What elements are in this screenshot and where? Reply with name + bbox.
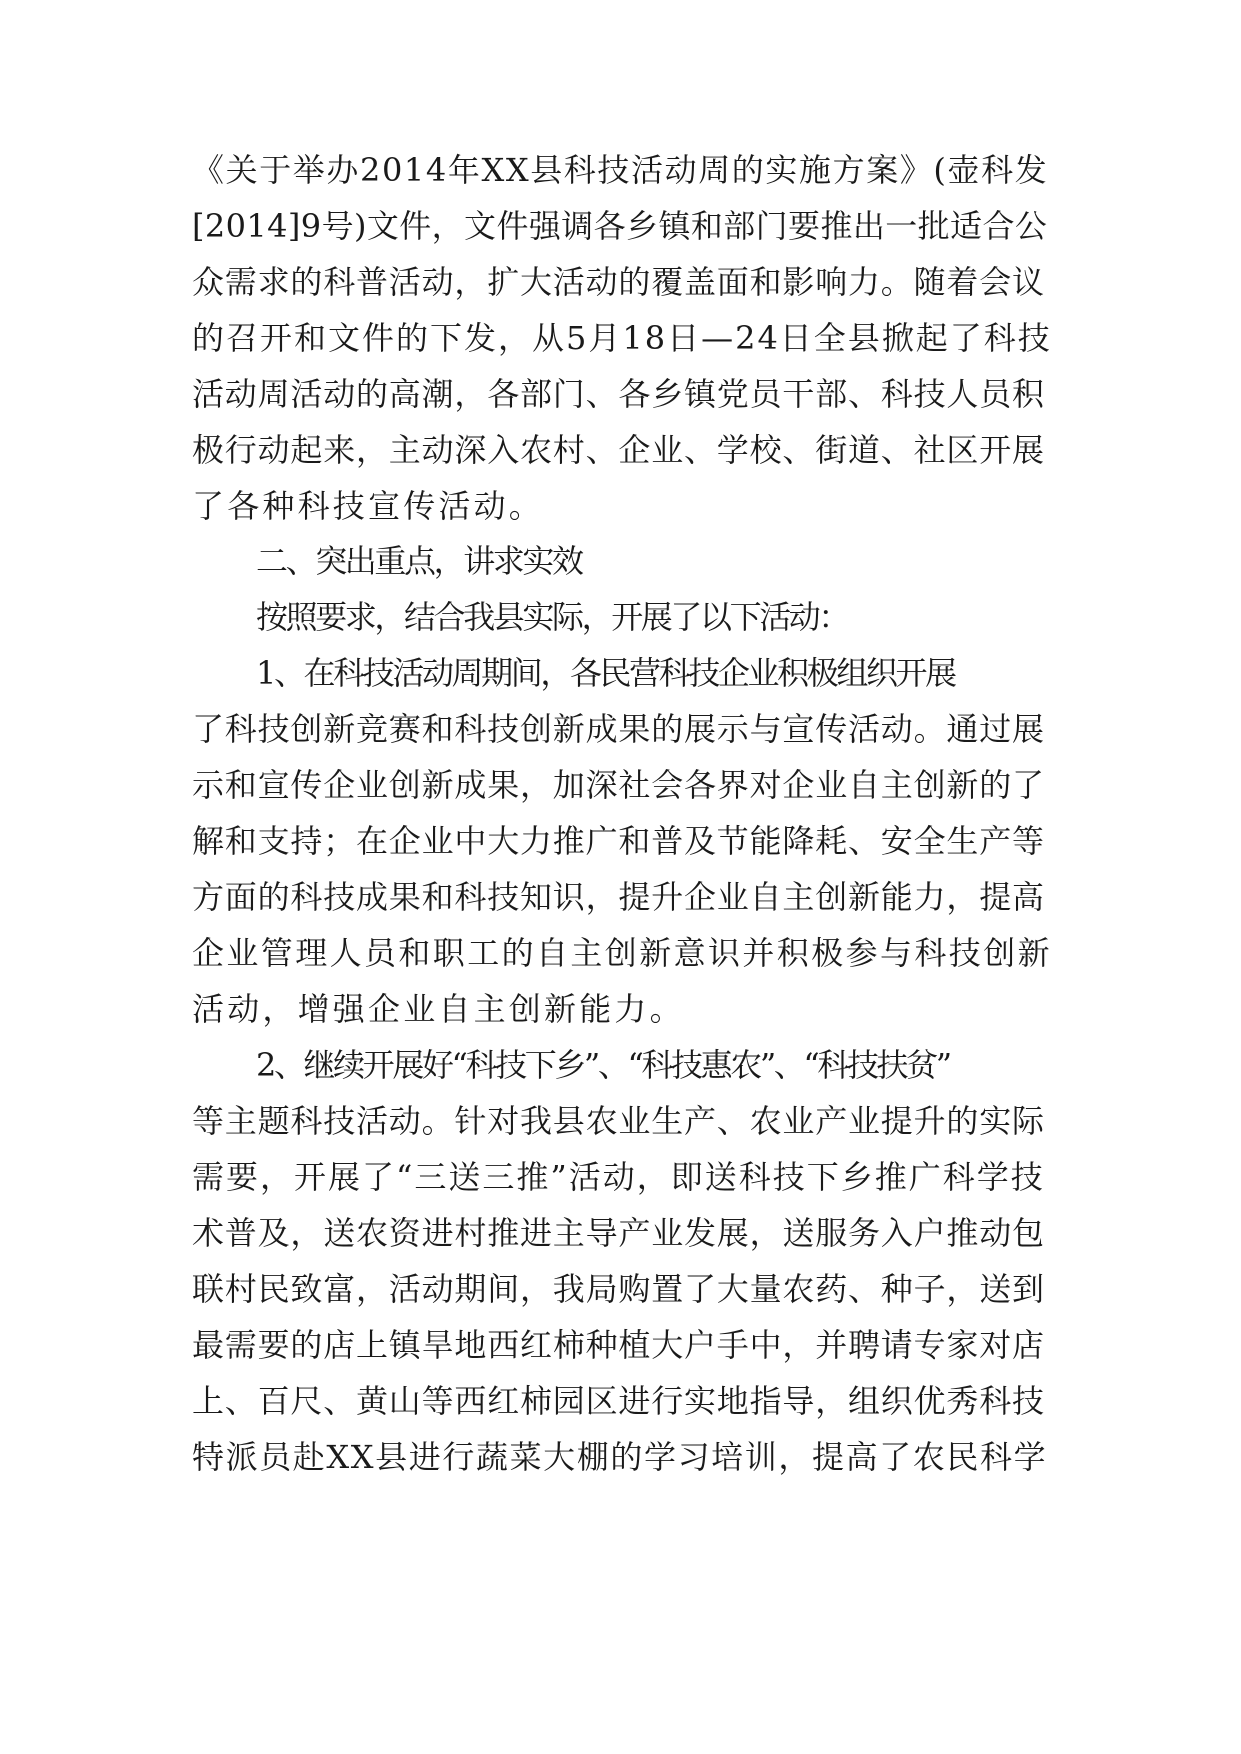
text-line: 等主题科技活动。针对我县农业生产、农业产业提升的实际 (192, 1102, 1045, 1140)
text-line: 活动，增强企业自主创新能力。 (192, 990, 685, 1028)
text-line: 2、继续开展好“科技下乡”、“科技惠农”、“科技扶贫” (256, 1046, 950, 1084)
section-heading: 二、突出重点，讲求实效 (256, 542, 582, 580)
text-line: 按照要求，结合我县实际，开展了以下活动： (256, 598, 849, 636)
text-line: 1、在科技活动周期间，各民营科技企业积极组织开展 (256, 654, 955, 692)
text-line: 极行动起来，主动深入农村、企业、学校、街道、社区开展 (192, 431, 1045, 469)
text-line: 企业管理人员和职工的自主创新意识并积极参与科技创新 (192, 934, 1053, 972)
text-line: 需要，开展了“三送三推”活动，即送科技下乡推广科学技 (192, 1158, 1045, 1196)
text-line: 了各种科技宣传活动。 (192, 487, 545, 525)
text-line: 解和支持；在企业中大力推广和普及节能降耗、安全生产等 (192, 822, 1045, 860)
text-line: 的召开和文件的下发，从5月18日—24日全县掀起了科技 (192, 319, 1052, 357)
text-line: 上、百尺、黄山等西红柿园区进行实地指导，组织优秀科技 (192, 1382, 1045, 1420)
text-line: 方面的科技成果和科技知识，提升企业自主创新能力，提高 (192, 878, 1045, 916)
text-line: 示和宣传企业创新成果，加深社会各界对企业自主创新的了 (192, 766, 1045, 804)
text-line: 了科技创新竞赛和科技创新成果的展示与宣传活动。通过展 (192, 710, 1045, 748)
text-line: 众需求的科普活动，扩大活动的覆盖面和影响力。随着会议 (192, 263, 1045, 301)
text-line: 联村民致富，活动期间，我局购置了大量农药、种子，送到 (192, 1270, 1045, 1308)
text-line: 活动周活动的高潮，各部门、各乡镇党员干部、科技人员积 (192, 375, 1045, 413)
text-line: 最需要的店上镇旱地西红柿种植大户手中，并聘请专家对店 (192, 1326, 1045, 1364)
text-line: 《关于举办2014年XX县科技活动周的实施方案》(壶科发 (192, 151, 1049, 189)
text-line: 术普及，送农资进村推进主导产业发展，送服务入户推动包 (192, 1214, 1045, 1252)
text-line: 特派员赴XX县进行蔬菜大棚的学习培训，提高了农民科学 (192, 1438, 1048, 1476)
text-line: [2014]9号)文件，文件强调各乡镇和部门要推出一批适合公 (192, 207, 1048, 245)
